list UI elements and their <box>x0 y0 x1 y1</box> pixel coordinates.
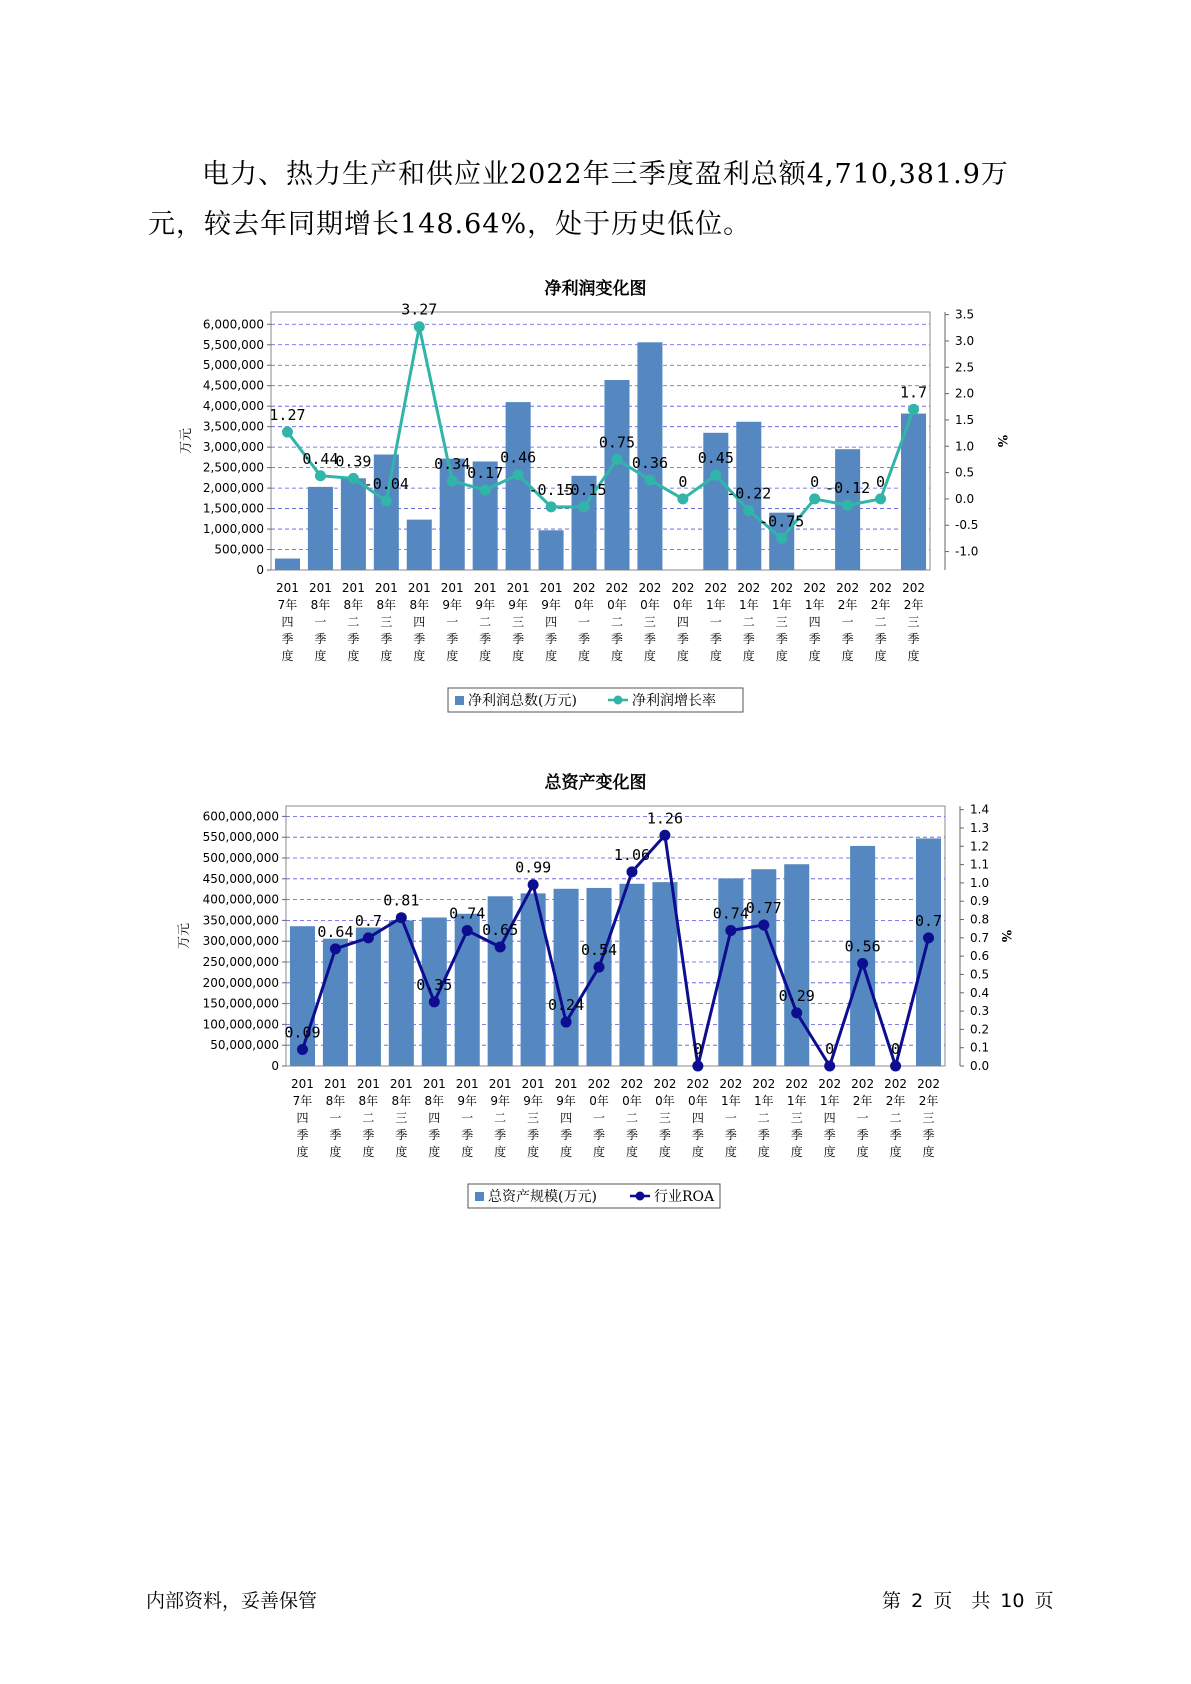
y2-tick-label: 0.4 <box>970 985 990 1000</box>
y2-tick-label: 1.2 <box>970 839 990 854</box>
line-point <box>513 469 524 480</box>
y-tick-label: 5,500,000 <box>202 337 264 352</box>
line-point <box>528 879 539 890</box>
x-tick-label: 201 8年二季度 <box>356 1077 380 1159</box>
data-label: 0.09 <box>284 1023 321 1042</box>
data-label: 3.27 <box>401 300 438 319</box>
line-point <box>414 321 425 332</box>
line-point <box>381 496 392 507</box>
line-point <box>710 470 721 481</box>
y-tick-label: 1,500,000 <box>202 501 264 516</box>
bar <box>539 530 564 570</box>
line-point <box>890 1061 901 1072</box>
x-tick-label: 201 8年一季度 <box>308 581 332 663</box>
x-tick-label: 202 0年一季度 <box>572 581 596 663</box>
data-label: 0.56 <box>844 937 881 956</box>
data-label: 0 <box>876 472 886 491</box>
line-point <box>626 866 637 877</box>
line-point <box>659 830 670 841</box>
x-tick-label: 201 9年三季度 <box>521 1077 545 1159</box>
line-point <box>743 505 754 516</box>
y2-tick-label: 1.3 <box>970 820 990 835</box>
y2-tick-label: 1.5 <box>955 412 975 427</box>
bar <box>323 939 348 1066</box>
y-tick-label: 6,000,000 <box>202 317 264 332</box>
y-tick-label: 300,000,000 <box>202 934 279 949</box>
x-tick-label: 201 9年一季度 <box>440 581 464 663</box>
line-point <box>857 958 868 969</box>
data-label: 0.64 <box>317 922 354 941</box>
x-tick-label: 201 9年一季度 <box>455 1077 479 1159</box>
y-tick-label: 250,000,000 <box>202 955 279 969</box>
x-tick-label: 202 2年一季度 <box>851 1077 875 1159</box>
data-label: 0 <box>693 1040 703 1058</box>
x-tick-label: 201 7年四季度 <box>276 581 299 663</box>
data-label: 1.26 <box>646 809 683 828</box>
x-tick-label: 202 1年三季度 <box>785 1077 809 1159</box>
y-tick-label: 5,000,000 <box>202 358 264 373</box>
bar <box>407 520 432 570</box>
bar <box>455 914 480 1066</box>
x-tick-label: 202 0年四季度 <box>671 581 695 663</box>
footer-page-mid: 页 共 <box>933 1590 991 1612</box>
y-tick-label: 0 <box>271 1059 279 1073</box>
data-label: 0.74 <box>712 904 749 923</box>
y-axis-label: 万元 <box>179 427 194 455</box>
data-label: -0.22 <box>726 484 772 503</box>
data-label: 0.74 <box>449 904 486 923</box>
legend-bar-swatch <box>455 696 464 705</box>
line-point <box>561 1017 572 1028</box>
x-tick-label: 201 8年一季度 <box>323 1077 347 1159</box>
y2-axis-label: % <box>994 434 1009 448</box>
data-label: 0.24 <box>548 996 585 1015</box>
y-tick-label: 100,000,000 <box>202 1017 279 1032</box>
line-point <box>776 533 787 544</box>
x-tick-label: 202 1年一季度 <box>719 1077 743 1159</box>
data-label: 0 <box>678 472 688 491</box>
line-point <box>594 962 605 973</box>
y2-tick-label: 1.0 <box>970 875 990 890</box>
line-point <box>495 941 506 952</box>
y2-tick-label: 2.5 <box>955 360 975 375</box>
y-tick-label: 4,500,000 <box>202 378 264 393</box>
data-label: 0.39 <box>335 452 372 471</box>
net-profit-chart <box>0 300 1191 720</box>
y-tick-label: 2,500,000 <box>202 460 264 475</box>
legend-line-marker <box>636 1192 645 1201</box>
data-label: 1.7 <box>899 383 928 402</box>
legend-line-marker <box>614 696 623 705</box>
line-point <box>363 932 374 943</box>
y2-tick-label: 2.0 <box>955 386 975 401</box>
y2-tick-label: 0.8 <box>970 912 990 927</box>
x-tick-label: 202 1年三季度 <box>770 581 794 663</box>
data-label: 1.27 <box>269 406 306 425</box>
bar <box>308 487 333 570</box>
y2-tick-label: 3.5 <box>955 307 975 322</box>
bar <box>341 478 366 570</box>
chart-2-title: 总资产变化图 <box>544 773 647 793</box>
data-label: 0.7 <box>354 911 382 930</box>
footer-page-suffix: 页 <box>1034 1590 1054 1612</box>
y2-tick-label: 0.5 <box>970 967 990 982</box>
data-label: -0.15 <box>561 480 607 499</box>
x-tick-label: 202 0年四季度 <box>686 1077 710 1159</box>
data-label: -0.12 <box>825 479 871 498</box>
y2-tick-label: 1.4 <box>970 802 990 817</box>
y2-axis-label: % <box>998 929 1013 943</box>
line-point <box>315 470 326 481</box>
bar <box>374 455 399 570</box>
y-tick-label: 50,000,000 <box>210 1038 279 1053</box>
y2-tick-label: 0.7 <box>970 930 990 945</box>
line-point <box>809 493 820 504</box>
x-tick-label: 202 2年三季度 <box>917 1077 940 1159</box>
y2-tick-label: 0.3 <box>970 1004 990 1019</box>
line-point <box>480 484 491 495</box>
x-tick-label: 201 9年三季度 <box>506 581 530 663</box>
line-point <box>692 1061 703 1072</box>
y2-tick-label: 0.5 <box>955 465 975 480</box>
line-point <box>447 476 458 487</box>
data-label: -0.75 <box>759 512 805 531</box>
data-label: -0.04 <box>363 475 409 494</box>
y-tick-label: 3,000,000 <box>202 440 264 455</box>
x-tick-label: 202 1年四季度 <box>803 581 827 663</box>
data-label: 0.81 <box>383 891 420 910</box>
y2-tick-label: 1.0 <box>955 439 975 454</box>
bar <box>587 888 612 1066</box>
summary-paragraph: 电力、热力生产和供应业2022年三季度盈利总额4,710,381.9万元，较去年同期增长148.64%，处于历史低位。 <box>148 159 1009 240</box>
x-tick-label: 201 9年二季度 <box>488 1077 512 1159</box>
data-label: 0 <box>891 1040 901 1058</box>
line-point <box>297 1044 308 1055</box>
data-label: 0.75 <box>598 433 636 452</box>
y-tick-label: 550,000,000 <box>202 830 279 845</box>
data-label: 0.77 <box>745 899 782 918</box>
data-label: 1.06 <box>613 845 651 864</box>
x-tick-label: 201 9年二季度 <box>473 581 497 663</box>
line-point <box>429 996 440 1007</box>
data-label: 0.36 <box>631 453 668 472</box>
x-tick-label: 202 0年一季度 <box>587 1077 611 1159</box>
y-axis-label: 万元 <box>177 922 192 950</box>
x-tick-label: 201 8年三季度 <box>374 581 398 663</box>
y-tick-label: 1,000,000 <box>202 522 264 537</box>
y2-tick-label: 3.0 <box>955 333 975 348</box>
data-label: 0.45 <box>697 449 734 468</box>
x-tick-label: 201 8年四季度 <box>407 581 431 663</box>
line-point <box>677 493 688 504</box>
y2-tick-label: 0.6 <box>970 949 990 964</box>
y-tick-label: 500,000,000 <box>202 851 279 865</box>
line-point <box>348 473 359 484</box>
line-point <box>396 912 407 923</box>
legend-bar-label: 净利润总数(万元) <box>468 693 577 709</box>
bar <box>619 884 644 1066</box>
y2-tick-label: 1.1 <box>970 857 990 872</box>
data-label: 0 <box>825 1040 835 1058</box>
y-tick-label: 500,000 <box>214 542 264 557</box>
y2-tick-label: 0.2 <box>970 1022 990 1037</box>
line-point <box>725 925 736 936</box>
bar <box>275 559 300 570</box>
y-tick-label: 0 <box>256 563 264 577</box>
chart-1-title: 净利润变化图 <box>544 279 647 299</box>
y2-tick-label: 0.0 <box>955 491 975 506</box>
line-point <box>330 943 341 954</box>
line-point <box>875 493 886 504</box>
legend-line-label: 净利润增长率 <box>632 693 716 709</box>
legend-line-label: 行业ROA <box>654 1189 715 1205</box>
line-point <box>923 932 934 943</box>
line-point <box>462 925 473 936</box>
bar <box>652 882 677 1066</box>
x-tick-label: 202 1年二季度 <box>752 1077 776 1159</box>
line-point <box>546 501 557 512</box>
line-point <box>824 1061 835 1072</box>
footer-page-total: 10 <box>1000 1590 1025 1612</box>
line-point <box>842 500 853 511</box>
x-tick-label: 202 0年三季度 <box>653 1077 677 1159</box>
data-label: 0.99 <box>515 858 552 877</box>
bar <box>604 380 629 570</box>
x-tick-label: 202 1年四季度 <box>818 1077 842 1159</box>
line-point <box>644 474 655 485</box>
data-label: 0.17 <box>467 463 504 482</box>
data-label: 0.44 <box>302 449 339 468</box>
bar <box>554 889 579 1066</box>
line-point <box>758 920 769 931</box>
x-tick-label: 202 0年二季度 <box>620 1077 644 1159</box>
legend-bar-label: 总资产规模(万元) <box>488 1189 597 1205</box>
bar <box>916 838 941 1066</box>
data-label: 0.46 <box>500 448 537 467</box>
data-label: -0.15 <box>528 480 574 499</box>
y-tick-label: 350,000,000 <box>202 913 279 928</box>
x-tick-label: 202 2年三季度 <box>902 581 925 663</box>
line-point <box>282 427 293 438</box>
x-tick-label: 201 8年四季度 <box>422 1077 446 1159</box>
x-tick-label: 202 0年三季度 <box>638 581 662 663</box>
y-tick-label: 400,000,000 <box>202 892 279 907</box>
data-label: 0.34 <box>434 455 471 474</box>
line-point <box>611 454 622 465</box>
line-point <box>579 501 590 512</box>
data-label: 0.65 <box>482 920 519 939</box>
data-label: 0.54 <box>580 941 618 960</box>
y-tick-label: 150,000,000 <box>202 996 279 1011</box>
y2-tick-label: 0.1 <box>970 1040 990 1055</box>
legend-bar-swatch <box>475 1192 484 1201</box>
footer-page-current: 2 <box>911 1590 924 1612</box>
y2-tick-label: 0.9 <box>970 894 990 909</box>
y2-tick-label: -0.5 <box>955 518 979 533</box>
x-tick-label: 202 2年二季度 <box>869 581 893 663</box>
footer-page-prefix: 第 <box>882 1590 902 1612</box>
x-tick-label: 202 1年二季度 <box>737 581 761 663</box>
y-tick-label: 200,000,000 <box>202 975 279 990</box>
line-point <box>908 404 919 415</box>
x-tick-label: 201 9年四季度 <box>539 581 563 663</box>
data-label: 0.35 <box>416 975 453 994</box>
y-tick-label: 450,000,000 <box>202 871 279 886</box>
y-tick-label: 4,000,000 <box>202 399 264 414</box>
y-tick-label: 3,500,000 <box>202 419 264 434</box>
bar <box>356 927 381 1066</box>
y-tick-label: 600,000,000 <box>202 809 279 824</box>
bar <box>506 402 531 570</box>
x-tick-label: 202 0年二季度 <box>605 581 629 663</box>
data-label: 0.29 <box>778 986 815 1005</box>
x-tick-label: 201 7年四季度 <box>291 1077 314 1159</box>
x-tick-label: 202 2年二季度 <box>884 1077 908 1159</box>
footer-confidential-note: 内部资料，妥善保管 <box>146 1590 318 1612</box>
y2-tick-label: -1.0 <box>955 544 979 559</box>
data-label: 0 <box>810 472 820 491</box>
y-tick-label: 2,000,000 <box>202 481 264 496</box>
x-tick-label: 201 8年三季度 <box>389 1077 413 1159</box>
total-assets-chart <box>0 794 1191 1214</box>
bar <box>784 864 809 1066</box>
data-label: 0.7 <box>914 911 943 930</box>
bar <box>850 846 875 1066</box>
line-point <box>791 1007 802 1018</box>
x-tick-label: 202 2年一季度 <box>836 581 860 663</box>
footer-page-number <box>882 1586 1058 1613</box>
y2-tick-label: 0.0 <box>970 1059 990 1073</box>
x-tick-label: 201 9年四季度 <box>554 1077 578 1159</box>
x-tick-label: 201 8年二季度 <box>341 581 365 663</box>
x-tick-label: 202 1年一季度 <box>704 581 728 663</box>
